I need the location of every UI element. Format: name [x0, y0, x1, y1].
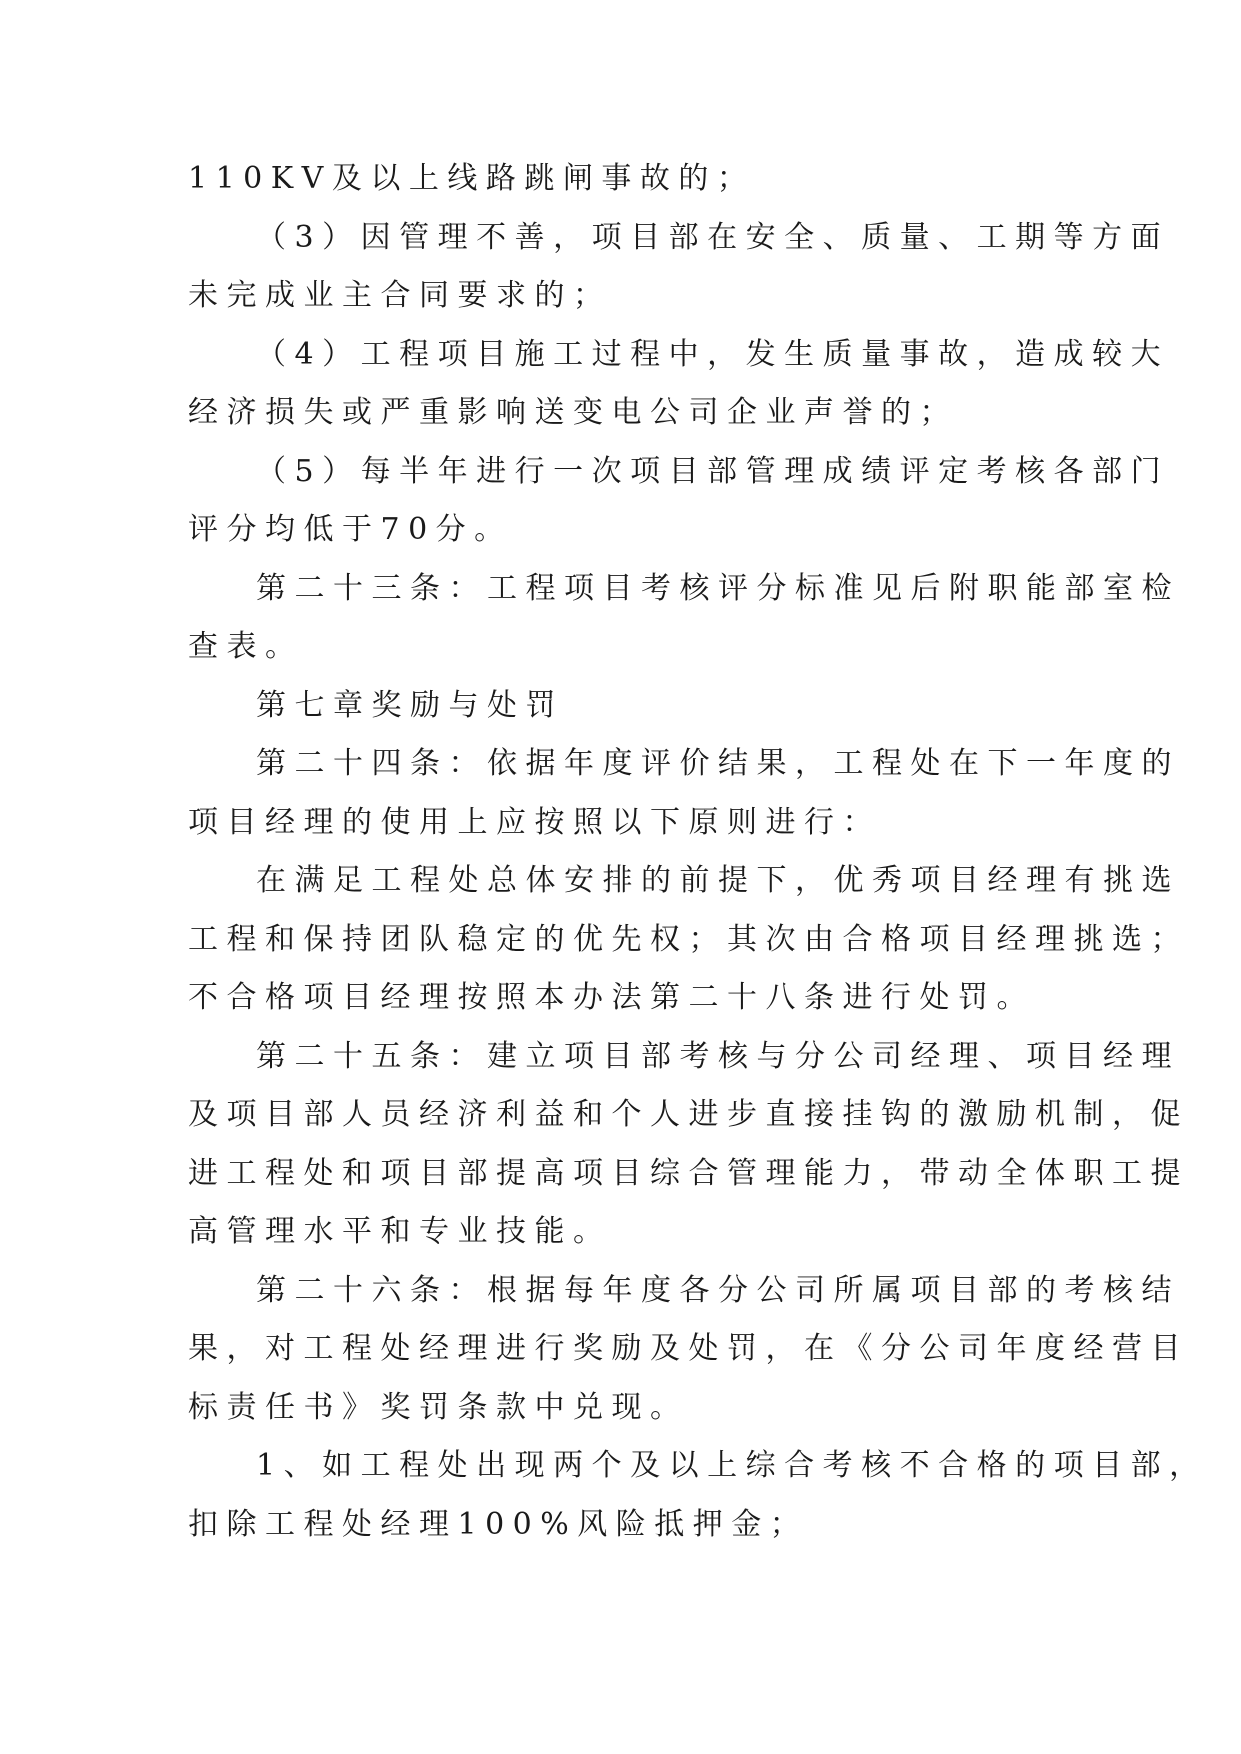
- text-line: 扣除工程处经理100%风险抵押金；: [188, 1506, 809, 1542]
- text-line: 不合格项目经理按照本办法第二十八条进行处罚。: [188, 980, 1035, 1015]
- chapter-heading: [188, 677, 1054, 736]
- text-line: （3）因管理不善，项目部在安全、质量、工期等方面: [256, 219, 1170, 255]
- text-line: 未完成业主合同要求的；: [188, 278, 612, 313]
- text-line: 1、如工程处出现两个及以上综合考核不合格的项目部，: [256, 1448, 1208, 1483]
- text-line: 110KV及以上线路跳闸事故的；: [188, 161, 756, 196]
- text-line: 在满足工程处总体安排的前提下，优秀项目经理有挑选: [256, 863, 1180, 898]
- paragraph-item-5: [188, 443, 1170, 560]
- document-body: [188, 150, 1208, 1554]
- text-line: 第二十六条：根据每年度各分公司所属项目部的考核结: [256, 1272, 1180, 1308]
- text-line: 工程和保持团队稳定的优先权；其次由合格项目经理挑选；: [188, 921, 1189, 957]
- text-line: 果，对工程处经理进行奖励及处罚，在《分公司年度经营目: [188, 1331, 1189, 1366]
- text-line: 及项目部人员经济利益和个人进步直接挂钩的激励机制，促: [188, 1097, 1189, 1132]
- paragraph-continuation: [188, 150, 1054, 209]
- paragraph-item-3: [188, 209, 1170, 326]
- text-line: 项目经理的使用上应按照以下原则进行：: [188, 804, 881, 840]
- text-line: （5）每半年进行一次项目部管理成绩评定考核各部门: [256, 453, 1170, 489]
- text-line: 第七章奖励与处罚: [256, 687, 564, 723]
- paragraph-principle: [188, 852, 1189, 1028]
- text-line: 高管理水平和专业技能。: [188, 1214, 612, 1249]
- paragraph-article-25: [188, 1028, 1189, 1262]
- paragraph-item-4: [188, 326, 1170, 443]
- text-line: 第二十四条：依据年度评价结果，工程处在下一年度的: [256, 746, 1180, 781]
- text-line: 评分均低于70分。: [188, 512, 513, 547]
- paragraph-article-26: [188, 1262, 1189, 1438]
- text-line: （4）工程项目施工过程中，发生质量事故，造成较大: [256, 336, 1170, 372]
- text-line: 进工程处和项目部提高项目综合管理能力，带动全体职工提: [188, 1155, 1189, 1191]
- text-line: 标责任书》奖罚条款中兑现。: [188, 1389, 689, 1425]
- text-line: 查表。: [188, 629, 304, 664]
- paragraph-article-24: [188, 735, 1180, 852]
- text-line: 第二十五条：建立项目部考核与分公司经理、项目经理: [256, 1038, 1180, 1074]
- text-line: 第二十三条：工程项目考核评分标准见后附职能部室检: [256, 570, 1180, 606]
- paragraph-item-1: [188, 1437, 1208, 1554]
- paragraph-article-23: [188, 560, 1180, 677]
- text-line: 经济损失或严重影响送变电公司企业声誉的；: [188, 395, 958, 430]
